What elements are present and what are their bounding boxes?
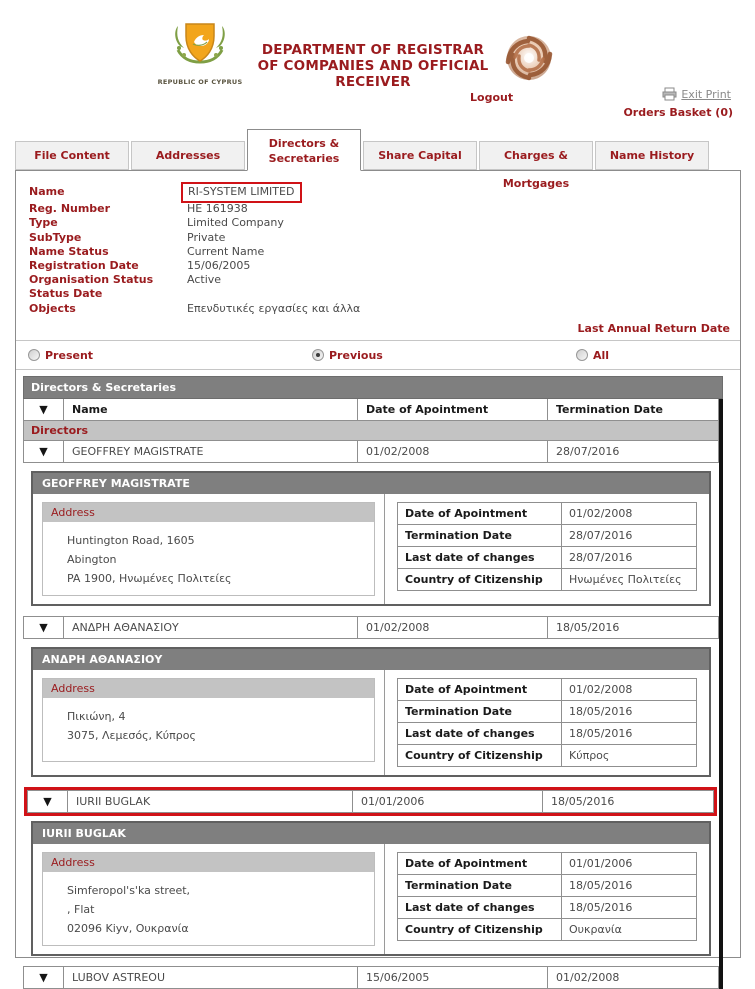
detail-value-citizenship: Κύπρος [569, 748, 610, 762]
row-termination: 01/02/2008 [556, 970, 620, 984]
radio-present-circle[interactable] [28, 349, 40, 361]
table-row[interactable] [23, 616, 719, 639]
row-appointment: 15/06/2005 [358, 967, 548, 988]
globe-icon [503, 33, 555, 83]
tab-bar [0, 128, 755, 190]
cyprus-coat-of-arms [148, 22, 252, 86]
row-name: IURII BUGLAK [68, 791, 353, 812]
detail-fields-cell [385, 670, 709, 775]
detail-label-citizenship: Country of Citizenship [398, 919, 562, 940]
company-field-reg-number [29, 202, 728, 216]
field-label: Registration Date [29, 259, 139, 273]
address-cell [33, 670, 385, 775]
row-name: LUBOV ASTREOU [64, 967, 358, 988]
row-appointment: 01/02/2008 [358, 441, 548, 462]
address-line: 3075, Λεμεσός, Κύπρος [67, 728, 196, 742]
radio-all-label: All [593, 348, 610, 362]
detail-value-citizenship: Ουκρανία [569, 922, 622, 936]
table-row-highlighted[interactable] [27, 790, 714, 813]
director-detail-block [31, 471, 711, 606]
director-detail-block [31, 647, 711, 777]
filter-row [16, 340, 740, 370]
detail-label-last-change: Last date of changes [398, 547, 562, 568]
radio-present-label: Present [45, 348, 94, 362]
coat-of-arms-icon [168, 22, 232, 74]
table-header-row [23, 399, 719, 421]
detail-label-termination: Termination Date [398, 701, 562, 722]
field-value: Private [187, 230, 226, 244]
field-label: SubType [29, 230, 82, 244]
detail-value-termination: 18/05/2016 [569, 878, 633, 892]
radio-previous[interactable] [312, 349, 383, 362]
detail-label-last-change: Last date of changes [398, 723, 562, 744]
row-appointment: 01/01/2006 [353, 791, 543, 812]
table-row[interactable] [23, 966, 719, 989]
globe-logo [503, 33, 555, 86]
column-termination: Termination Date [556, 402, 663, 416]
tab-name-history[interactable]: Name History [595, 141, 709, 170]
address-label: Address [43, 853, 374, 872]
column-name: Name [64, 399, 358, 420]
detail-value-last-change: 18/05/2016 [569, 900, 633, 914]
company-field-status-date [29, 287, 728, 301]
exit-print-label: Exit Print [681, 88, 731, 101]
director-detail-block [31, 821, 711, 956]
expand-all-icon[interactable]: ▼ [24, 399, 64, 420]
detail-block-title: IURII BUGLAK [33, 823, 709, 844]
column-appointment: Date of Apointment [358, 399, 548, 420]
field-value: Active [187, 273, 222, 287]
radio-previous-label: Previous [329, 348, 383, 362]
field-value: Limited Company [187, 216, 284, 230]
company-field-registration-date [29, 259, 728, 273]
last-annual-return-label: Last Annual Return Date [577, 321, 730, 335]
table-body [23, 399, 723, 989]
field-label: Organisation Status [29, 273, 154, 287]
address-line: Πικιώνη, 4 [67, 709, 126, 723]
group-row-directors: Directors [23, 421, 719, 441]
address-line: Abington [67, 552, 117, 566]
field-label: Objects [29, 301, 76, 315]
detail-label-termination: Termination Date [398, 525, 562, 546]
field-value: Current Name [187, 244, 265, 258]
field-label: Type [29, 216, 58, 230]
detail-label-appointment: Date of Apointment [398, 679, 562, 700]
field-value: 15/06/2005 [187, 259, 251, 273]
logout-link[interactable]: Logout [470, 91, 514, 104]
title-line-2: OF COMPANIES AND OFFICIAL RECEIVER [257, 58, 489, 90]
emblem-caption: REPUBLIC OF CYPRUS [157, 78, 243, 86]
radio-all-circle[interactable] [576, 349, 588, 361]
detail-block-title: ΑΝΔΡΗ ΑΘΑΝΑΣΙΟΥ [33, 649, 709, 670]
tab-file-content[interactable]: File Content [15, 141, 129, 170]
orders-basket-link[interactable]: Orders Basket (0) [623, 106, 733, 119]
title-line-1: DEPARTMENT OF REGISTRAR [261, 42, 485, 58]
address-line: PA 1900, Ηνωμένες Πολιτείες [67, 571, 232, 585]
detail-value-termination: 28/07/2016 [569, 528, 633, 542]
row-name: GEOFFREY MAGISTRATE [64, 441, 358, 462]
address-line: Huntington Road, 1605 [67, 533, 195, 547]
field-label: Name Status [29, 244, 109, 258]
page-title [243, 42, 503, 90]
radio-present[interactable] [28, 349, 93, 362]
detail-value-citizenship: Ηνωμένες Πολιτείες [569, 572, 682, 586]
company-field-type [29, 216, 728, 230]
address-label: Address [43, 503, 374, 522]
table-row[interactable] [23, 441, 719, 463]
detail-value-appointment: 01/02/2008 [569, 506, 633, 520]
company-field-objects [29, 302, 728, 316]
tab-share-capital[interactable]: Share Capital [363, 141, 477, 170]
address-cell [33, 844, 385, 954]
detail-label-appointment: Date of Apointment [398, 503, 562, 524]
detail-value-last-change: 18/05/2016 [569, 726, 633, 740]
page-header [0, 0, 755, 128]
address-line: 02096 Kiyv, Ουκρανία [67, 921, 189, 935]
radio-previous-circle[interactable] [312, 349, 324, 361]
address-cell [33, 494, 385, 604]
row-termination: 28/07/2016 [556, 444, 620, 458]
detail-value-appointment: 01/02/2008 [569, 682, 633, 696]
detail-value-last-change: 28/07/2016 [569, 550, 633, 564]
tab-directors-secretaries[interactable]: Directors & Secretaries [247, 129, 361, 171]
printer-icon [662, 88, 677, 101]
detail-label-appointment: Date of Apointment [398, 853, 562, 874]
address-label: Address [43, 679, 374, 698]
detail-label-citizenship: Country of Citizenship [398, 569, 562, 590]
expand-row-icon[interactable]: ▼ [24, 441, 64, 462]
company-info [16, 171, 740, 316]
field-label: Name [29, 185, 65, 198]
field-label: Reg. Number [29, 202, 111, 216]
detail-fields-cell [385, 844, 709, 954]
address-line: , Flat [67, 902, 95, 916]
radio-all[interactable] [576, 349, 609, 362]
exit-print-link[interactable] [662, 88, 731, 101]
row-termination: 18/05/2016 [551, 794, 615, 808]
field-value: HE 161938 [187, 202, 248, 216]
address-line: Simferopol's'ka street, [67, 883, 191, 897]
company-field-subtype [29, 231, 728, 245]
expand-row-icon[interactable]: ▼ [24, 967, 64, 988]
company-name-highlight: RI-SYSTEM LIMITED [181, 182, 302, 203]
row-appointment: 01/02/2008 [358, 617, 548, 638]
tab-charges-mortgages[interactable]: Charges & Mortgages [479, 141, 593, 170]
detail-label-citizenship: Country of Citizenship [398, 745, 562, 766]
field-label: Status Date [29, 287, 103, 301]
company-field-name [29, 185, 728, 202]
company-field-name-status [29, 245, 728, 259]
field-value: Επενδυτικές εργασίες και άλλα [187, 301, 361, 315]
table-title-bar: Directors & Secretaries [23, 376, 723, 399]
expand-row-icon[interactable]: ▼ [28, 791, 68, 812]
row-name: ΑΝΔΡΗ ΑΘΑΝΑΣΙΟΥ [64, 617, 358, 638]
directors-table [23, 376, 723, 989]
detail-fields-cell [385, 494, 709, 604]
expand-row-icon[interactable]: ▼ [24, 617, 64, 638]
content-frame [15, 170, 741, 984]
detail-block-title: GEOFFREY MAGISTRATE [33, 473, 709, 494]
detail-label-termination: Termination Date [398, 875, 562, 896]
company-field-organisation-status [29, 273, 728, 287]
row-termination: 18/05/2016 [556, 620, 620, 634]
detail-label-last-change: Last date of changes [398, 897, 562, 918]
detail-value-appointment: 01/01/2006 [569, 856, 633, 870]
detail-value-termination: 18/05/2016 [569, 704, 633, 718]
tab-addresses[interactable]: Addresses [131, 141, 245, 170]
